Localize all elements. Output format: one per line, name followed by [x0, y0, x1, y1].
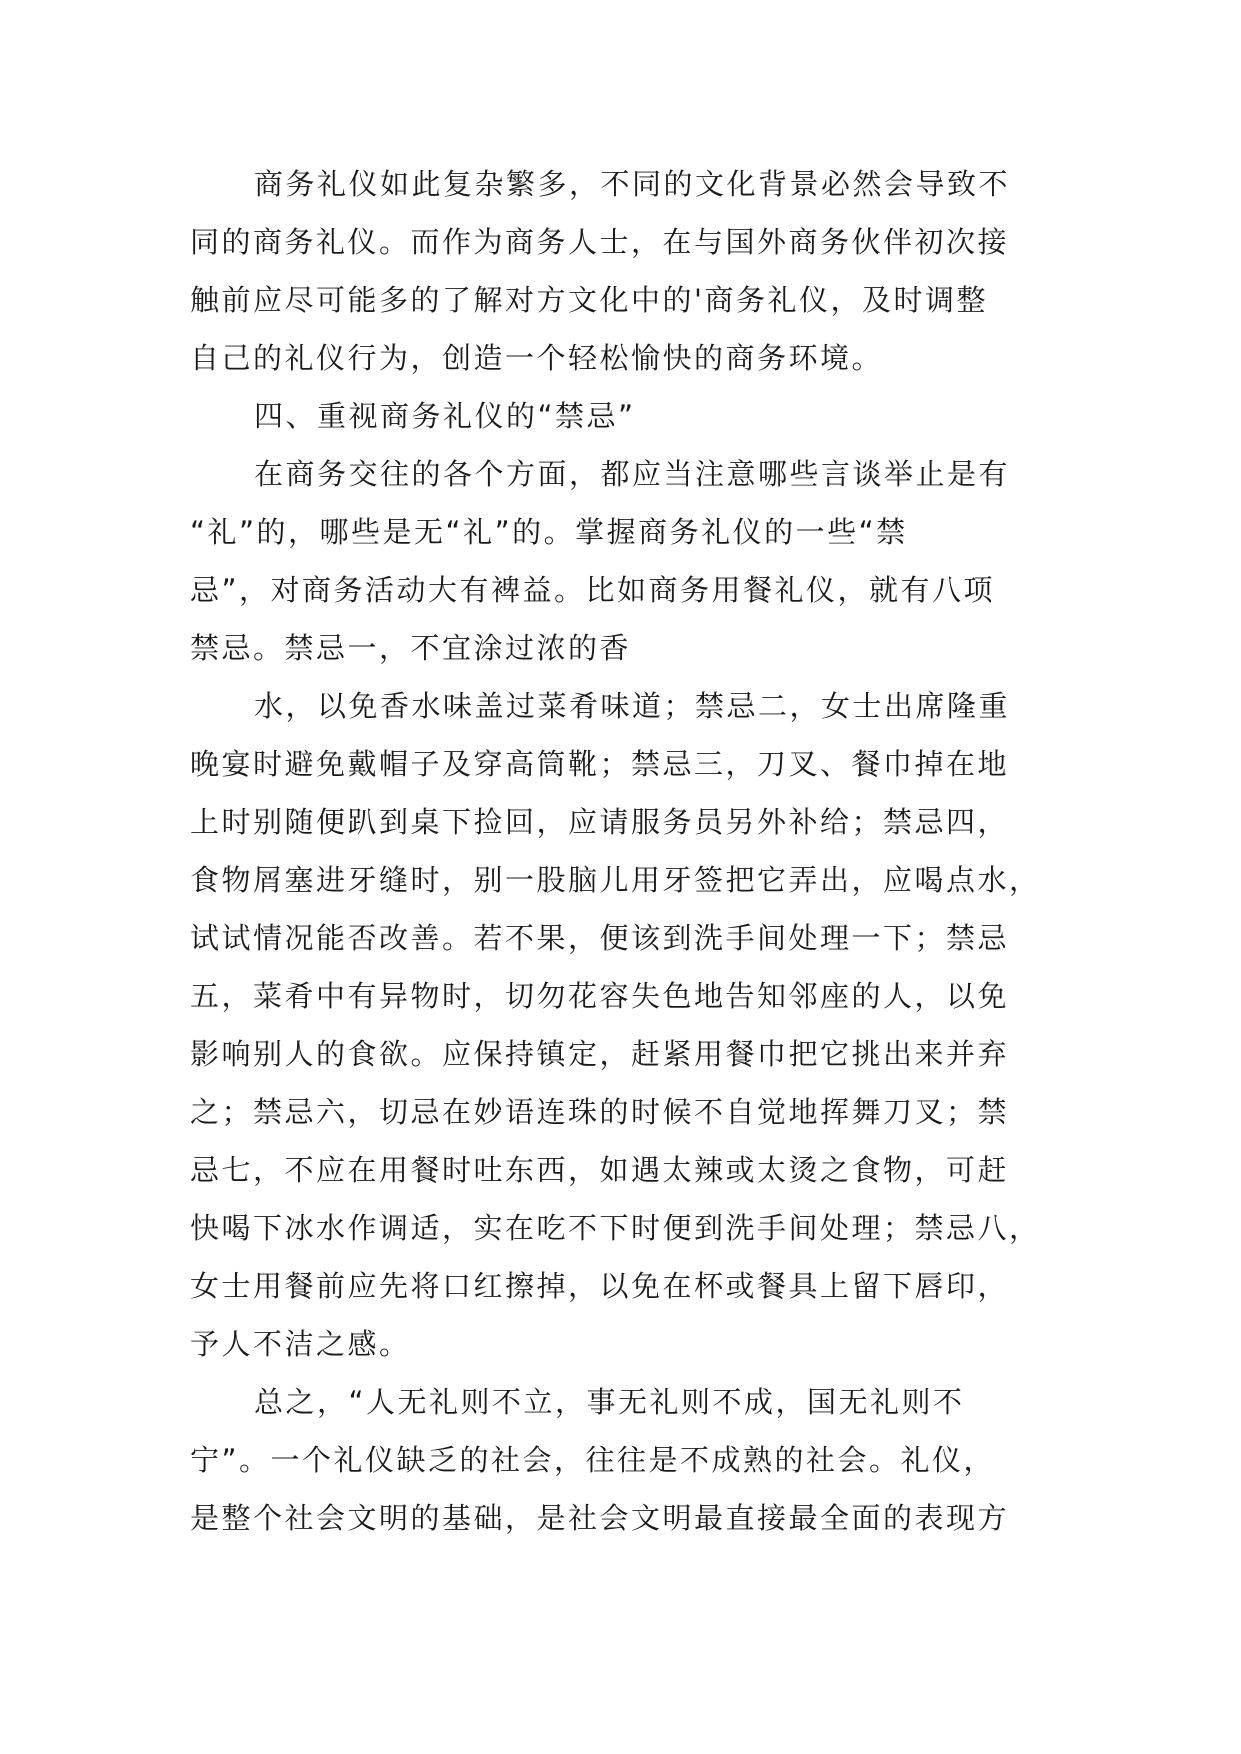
text-line: 同的商务礼仪。而作为商务人士，在与国外商务伙伴初次接	[190, 225, 1010, 259]
text-line: 在商务交往的各个方面，都应当注意哪些言谈举止是有	[254, 457, 1011, 491]
text-line: 总之，“人无礼则不立，事无礼则不成，国无礼则不	[254, 1385, 965, 1419]
text-line: 触前应尽可能多的了解对方文化中的'商务礼仪，及时调整	[190, 283, 988, 317]
text-line: 水，以免香水味盖过菜肴味道；禁忌二，女士出席隆重	[254, 689, 1011, 723]
text-line: 女士用餐前应先将口红擦掉，以免在杯或餐具上留下唇印，	[190, 1269, 1010, 1303]
document-body	[190, 155, 1070, 1547]
section-heading: 四、重视商务礼仪的“禁忌”	[254, 399, 636, 433]
text-line: 晚宴时避免戴帽子及穿高筒靴；禁忌三，刀叉、餐巾掉在地	[190, 747, 1010, 781]
text-line: 上时别随便趴到桌下捡回，应请服务员另外补给；禁忌四，	[190, 805, 1010, 839]
text-line: 是整个社会文明的基础，是社会文明最直接最全面的表现方	[190, 1501, 1010, 1535]
text-line: 商务礼仪如此复杂繁多，不同的文化背景必然会导致不	[254, 167, 1011, 201]
text-line: 予人不洁之感。	[190, 1327, 411, 1361]
text-line: 食物屑塞进牙缝时，别一股脑儿用牙签把它弄出，应喝点水，	[190, 863, 1041, 897]
text-line: 之；禁忌六，切忌在妙语连珠的时候不自觉地挥舞刀叉；禁	[190, 1095, 1010, 1129]
text-line: 忌七，不应在用餐时吐东西，如遇太辣或太烫之食物，可赶	[190, 1153, 1010, 1187]
text-line: 影响别人的食欲。应保持镇定，赶紧用餐巾把它挑出来并弃	[190, 1037, 1010, 1071]
text-line: “礼”的，哪些是无“礼”的。掌握商务礼仪的一些“禁	[190, 515, 908, 549]
text-line: 忌”，对商务活动大有裨益。比如商务用餐礼仪，就有八项	[190, 573, 996, 607]
text-line: 禁忌。禁忌一，不宜涂过浓的香	[190, 631, 632, 665]
text-line: 五，菜肴中有异物时，切勿花容失色地告知邻座的人，以免	[190, 979, 1010, 1013]
text-line: 试试情况能否改善。若不果，便该到洗手间处理一下；禁忌	[190, 921, 1010, 955]
text-line: 宁”。一个礼仪缺乏的社会，往往是不成熟的社会。礼仪，	[190, 1443, 996, 1477]
text-line: 快喝下冰水作调适，实在吃不下时便到洗手间处理；禁忌八，	[190, 1211, 1041, 1245]
text-line: 自己的礼仪行为，创造一个轻松愉快的商务环境。	[190, 341, 884, 375]
